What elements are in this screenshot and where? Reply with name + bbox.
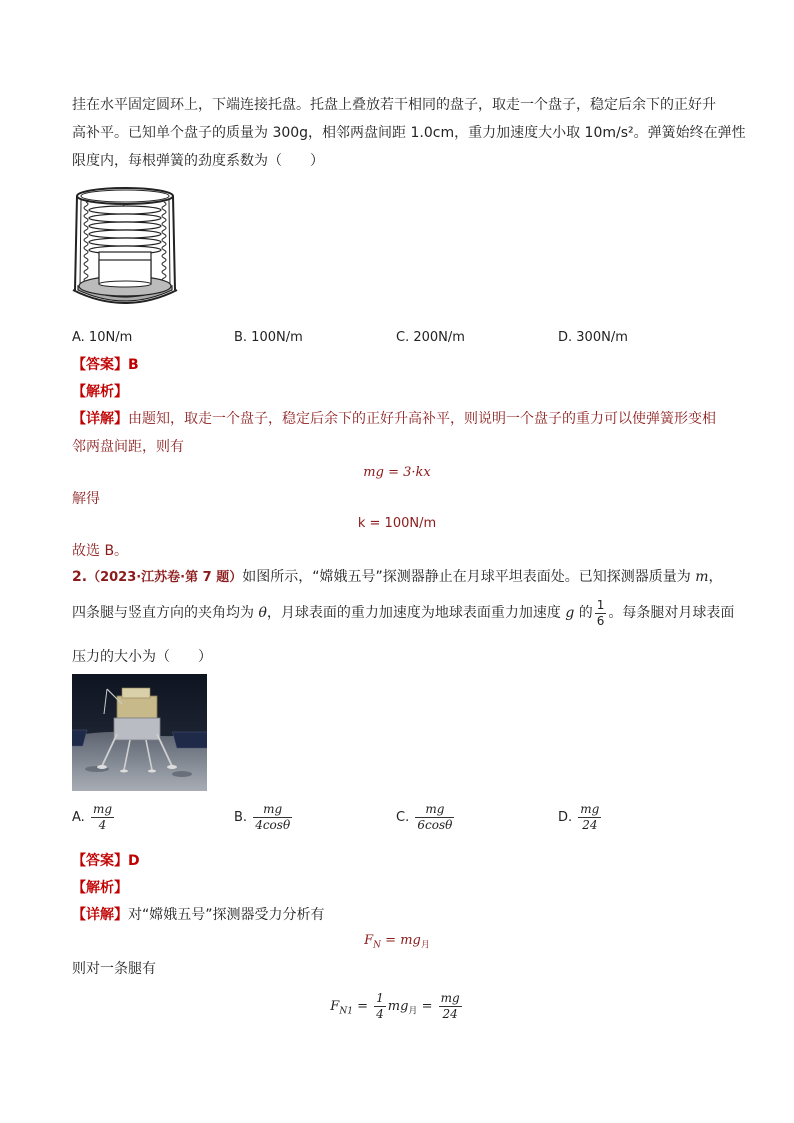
q1-option-c: C. 200N/m [396, 330, 465, 345]
q2-option-c-den: 6cosθ [417, 818, 453, 832]
q2-detail-line1 [72, 904, 732, 926]
q2-line2-c: 的 [574, 605, 593, 621]
q1-analysis-label: 【解析】 [72, 384, 128, 400]
q2-frac-num: 1 [596, 597, 605, 612]
q1-detail-line1 [72, 408, 732, 430]
q2-line2-b: ，月球表面的重力加速度为地球表面重力加速度 [266, 605, 566, 621]
q2-answer-value: D [128, 853, 140, 869]
q2-answer-line [72, 850, 732, 872]
q2-eq2-left-sub: N1 [339, 1006, 353, 1017]
q2-option-b [234, 802, 294, 833]
q1-text-line2: 高补平。已知单个盘子的质量为 300g，相邻两盘间距 1.0cm，重力加速度大小取 10m/s²。弹簧始终在弹性 [72, 125, 746, 141]
q2-eq1-eq: = mg [381, 933, 421, 948]
q1-detail-text1: 由题知，取走一个盘子，稳定后余下的正好升高补平，则说明一个盘子的重力可以使弹簧形变相 [128, 411, 716, 427]
q1-answer-line [72, 354, 732, 376]
q2-option-a-den: 4 [91, 817, 114, 833]
spring-plate-figure [70, 182, 180, 312]
q2-eq2-res-num: mg [440, 991, 460, 1005]
q2-detail-text1: 对“嫦娥五号”探测器受力分析有 [128, 907, 325, 923]
q2-equation-2: $F_{N1}$ = $\frac{1}{4}$ $mg_月$ = $\frac{mg}{24}$ [330, 991, 460, 1021]
q2-option-d-label: D. [558, 810, 573, 825]
q2-detail-tag: 【详解】 [72, 907, 128, 923]
q2-var-m: m [695, 569, 709, 585]
q1-answer-tag: 【答案】 [72, 357, 128, 373]
q2-option-d [558, 802, 603, 833]
q2-eq1-left: F [364, 933, 374, 948]
q2-line2-a: 四条腿与竖直方向的夹角均为 [72, 605, 259, 621]
q2-for-one-leg: 则对一条腿有 [72, 961, 156, 977]
q2-eq2-frac-num: 1 [376, 991, 384, 1005]
q1-option-b: B. 100N/m [234, 330, 303, 345]
q2-option-c [396, 802, 456, 833]
q2-var-g: g [565, 605, 575, 621]
q2-line1-rest: 如图所示，“嫦娥五号”探测器静止在月球平坦表面处。已知探测器质量为 [242, 569, 696, 585]
q2-eq2-res-den: 24 [439, 1006, 462, 1022]
q2-eq2-mid-sub: 月 [408, 1006, 418, 1017]
q2-answer-tag: 【答案】 [72, 853, 128, 869]
q2-frac-den: 6 [596, 613, 605, 628]
q2-eq2-frac-den: 4 [376, 1007, 384, 1021]
change5-lander-photo [72, 674, 207, 791]
q2-eq1-sub: 月 [420, 940, 430, 951]
q2-eq2-mid: mg [387, 999, 409, 1014]
q1-text-line3: 限度内，每根弹簧的劲度系数为（ ） [72, 153, 324, 169]
q1-text-line1: 挂在水平固定圆环上，下端连接托盘。托盘上叠放若干相同的盘子，取走一个盘子，稳定后余下的正好升 [72, 97, 716, 113]
q2-option-b-label: B. [234, 810, 248, 825]
q2-source: （2023·江苏卷·第 7 题） [87, 570, 243, 585]
q2-line2-d: 。每条腿对月球表面 [608, 605, 735, 621]
q1-equation-1: mg = 3·kx [363, 465, 431, 480]
q1-option-a: A. 10N/m [72, 330, 133, 345]
q2-option-b-num: mg [263, 802, 283, 816]
q1-solve-label: 解得 [72, 491, 100, 507]
q2-option-d-num: mg [580, 802, 600, 816]
q2-text-line3: 压力的大小为（ ） [72, 649, 212, 665]
q1-answer-value: B [128, 357, 139, 373]
q2-option-c-num: mg [425, 802, 445, 816]
q2-eq2-left: F [330, 999, 340, 1014]
q2-option-b-den: 4cosθ [255, 818, 291, 832]
q2-text-line2 [72, 596, 735, 630]
q1-detail-line2: 邻两盘间距，则有 [72, 439, 184, 455]
q1-analysis-tag [72, 381, 732, 403]
q2-option-a-num: mg [92, 802, 112, 816]
q2-option-d-den: 24 [578, 817, 601, 833]
q1-detail-tag: 【详解】 [72, 411, 128, 427]
q2-fraction-one-sixth [595, 598, 607, 629]
q2-equation-1 [72, 930, 722, 957]
q2-number: 2. [72, 569, 88, 585]
q2-comma: ， [708, 569, 723, 585]
q1-equation-2: k = 100N/m [357, 516, 437, 531]
q2-eq1-left-sub: N [373, 940, 382, 951]
q2-option-a-label: A. [72, 810, 85, 825]
q2-option-a [72, 802, 116, 833]
q2-analysis-tag [72, 877, 732, 899]
q1-option-d: D. 300N/m [558, 330, 628, 345]
q2-analysis-label: 【解析】 [72, 880, 128, 896]
q2-option-c-label: C. [396, 810, 410, 825]
q1-conclusion: 故选 B。 [72, 543, 129, 559]
q2-var-theta: θ [258, 605, 267, 621]
q2-text-line1 [72, 566, 732, 589]
